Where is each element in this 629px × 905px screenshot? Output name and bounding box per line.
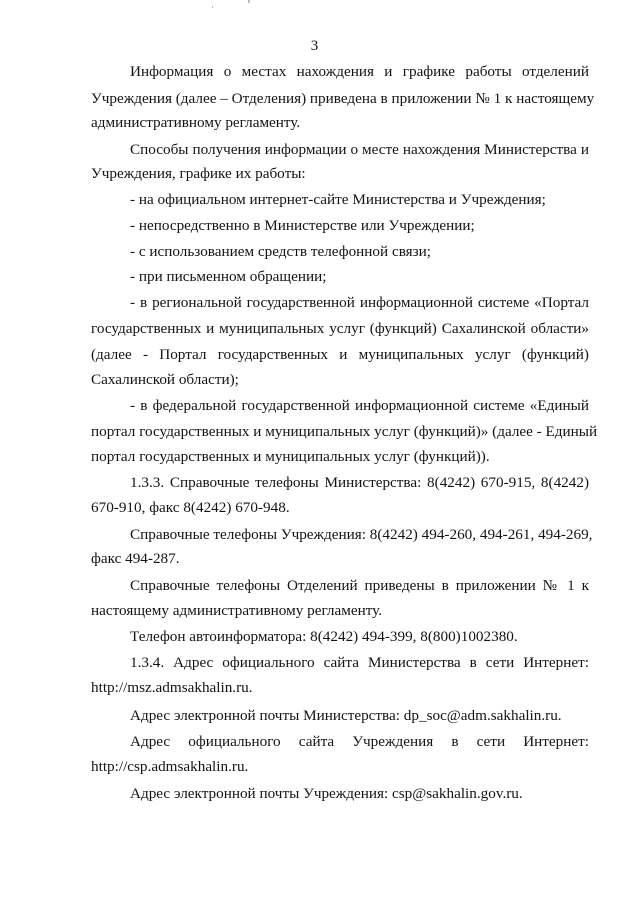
text-line: государственных и муниципальных услуг (функций) Сахалинской области» bbox=[91, 320, 589, 337]
scan-speck bbox=[212, 6, 213, 8]
email-text: Адрес электронной почты Учреждения: csp@sakhalin.gov.ru. bbox=[130, 785, 523, 802]
text-line: Учреждения (далее – Отделения) приведена в приложении № 1 к настоящему bbox=[91, 90, 595, 107]
url-text: http://csp.admsakhalin.ru. bbox=[91, 758, 249, 775]
list-item: - с использованием средств телефонной связи; bbox=[130, 243, 431, 260]
url-text: http://msz.admsakhalin.ru. bbox=[91, 679, 253, 696]
text-line: портал государственных и муниципальных услуг (функций)» (далее - Единый bbox=[91, 423, 598, 440]
text-line: административному регламенту. bbox=[91, 114, 301, 131]
text-line: Телефон автоинформатора: 8(4242) 494-399, 8(800)1002380. bbox=[130, 628, 518, 645]
text-line: Справочные телефоны Учреждения: 8(4242) 494-260, 494-261, 494-269, bbox=[130, 526, 593, 543]
text-line: Информация о местах нахождения и графике работы отделений bbox=[130, 63, 589, 80]
text-line: Справочные телефоны Отделений приведены в приложении № 1 к bbox=[130, 577, 589, 594]
page-number: 3 bbox=[310, 38, 319, 54]
list-item: - на официальном интернет-сайте Министерства и Учреждения; bbox=[130, 191, 546, 208]
list-item: - непосредственно в Министерстве или Учреждении; bbox=[130, 217, 475, 234]
text-line: настоящему административному регламенту. bbox=[91, 602, 383, 619]
list-item: - при письменном обращении; bbox=[130, 268, 327, 285]
list-item: - в федеральной государственной информационной системе «Единый bbox=[130, 397, 589, 414]
text-line: Адрес официального сайта Учреждения в сети Интернет: bbox=[130, 733, 589, 750]
email-text: Адрес электронной почты Министерства: dp_soc@adm.sakhalin.ru. bbox=[130, 707, 562, 724]
text-line: факс 494-287. bbox=[91, 550, 180, 567]
text-line: 1.3.3. Справочные телефоны Министерства: 8(4242) 670-915, 8(4242) bbox=[130, 474, 589, 491]
text-line: Сахалинской области); bbox=[91, 371, 239, 388]
text-line: 1.3.4. Адрес официального сайта Министерства в сети Интернет: bbox=[130, 654, 589, 671]
text-line: Способы получения информации о месте нахождения Министерства и bbox=[130, 141, 589, 158]
text-line: 670-910, факс 8(4242) 670-948. bbox=[91, 499, 290, 516]
text-line: (далее - Портал государственных и муниципальных услуг (функций) bbox=[91, 346, 589, 363]
list-item: - в региональной государственной информационной системе «Портал bbox=[130, 294, 589, 311]
text-line: Учреждения, графике их работы: bbox=[91, 165, 306, 182]
text-line: портал государственных и муниципальных услуг (функций)). bbox=[91, 448, 490, 465]
scan-speck bbox=[248, 0, 250, 3]
